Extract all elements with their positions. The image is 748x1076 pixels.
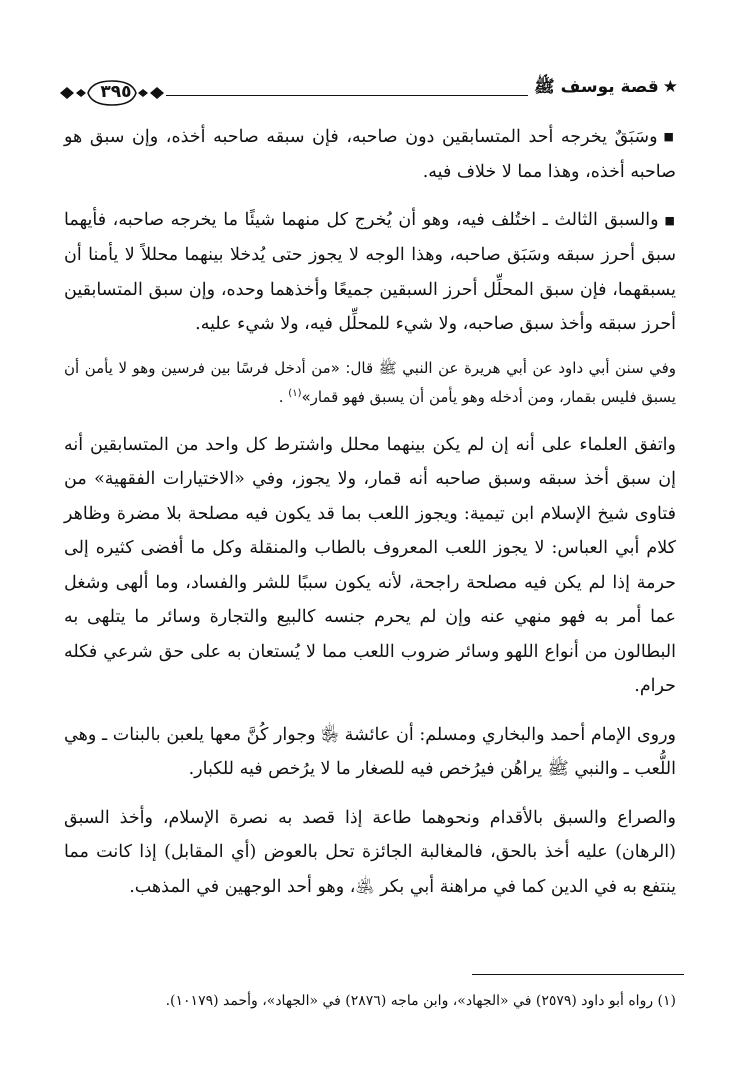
paragraph: والصراع والسبق بالأقدام ونحوهما طاعة إذا قصد به نصرة الإسلام، وأخذ السبق (الرهان) عليه أخذ بالحق، فالمغالبة الجائزة تحل بالعوض (أي المقابل) إذا كانت مما ينتفع به في الدين كما في مراهنة أبي بكر ﵁، وهو أحد الوجهين في المذهب. (64, 807, 676, 897)
footnote-reference: (١) (288, 387, 302, 399)
running-title-text: قصة يوسف ﷺ (534, 77, 659, 97)
star-icon: ★ (662, 77, 678, 97)
paragraph: ■والسبق الثالث ـ اختُلف فيه، وهو أن يُخرج كل منهما شيئًا ما يخرجه صاحبه، فأيهما سبق أحرز سبقه وسَبَق صاحبه، وهذا الوجه لا يجوز حتى يُدخلا بينهما محللاً لا يأمنا أن يسبقهما، فإن سبق المحلِّل أحرز السبقين جميعًا وأخذهما وحده، وإن سبق المتسابقين أحرز سبقه وأخذ سبق صاحبه، ولا شيء للمحلِّل فيه، ولا شيء عليه. (64, 210, 676, 334)
bullet-icon: ■ (664, 213, 676, 227)
bullet-icon: ■ (663, 130, 676, 144)
body-text (64, 120, 676, 918)
paragraph: واتفق العلماء على أنه إن لم يكن بينهما محلل واشترط كل واحد من المتسابقين أنه إن سبق أخذ سبقه وسبق صاحبه أنه قمار، ولا يجوز، وفي «الاختيارات الفقهية» من فتاوى شيخ الإسلام ابن تيمية: ويجوز اللعب بما قد يكون فيه مصلحة بلا مضرة وظاهر كلام أبي العباس: لا يجوز اللعب المعروف بالطاب والمنقلة وكل ما أفضى كثيره إلى حرمة إذا لم يكن فيه مصلحة راجحة، لأنه يكون سببًا للشر والفساد، وما ألهى وشغل عما أمر به فهو منهي عنه وإن لم يحرم جنسه كالبيع والتجارة وسائر ما يتلهى به البطالون من أنواع اللهو وسائر ضروب اللعب مما لا يُستعان به على حق شرعي فكله حرام. (64, 434, 676, 696)
header-rule (166, 95, 528, 96)
running-title (534, 76, 678, 101)
page-number: ٣٩٥ (100, 82, 132, 102)
paragraph: ■وسَبَقٌ يخرجه أحد المتسابقين دون صاحبه، فإن سبقه صاحبه أخذه، وإن سبق هو صاحبه أخذه، وهذا مما لا خلاف فيه. (64, 127, 676, 182)
footnote: (١) رواه أبو داود (٢٥٧٩) في «الجهاد»، وابن ماجه (٢٨٧٦) في «الجهاد»، وأحمد (١٠١٧٩). (165, 993, 676, 1009)
footnote-rule (472, 974, 684, 975)
page-header (58, 72, 678, 112)
paragraph: وروى الإمام أحمد والبخاري ومسلم: أن عائشة ﵂ وجوار كُنَّ معها يلعبن بالبنات ـ وهي اللُّعب ـ والنبي ﷺ يراهُن فيرُخص فيه للصغار ما لا يرُخص فيه للكبار. (64, 724, 676, 779)
hadith-paragraph: وفي سنن أبي داود عن أبي هريرة عن النبي ﷺ قال: «من أدخل فرسًا بين فرسين وهو لا يأمن أن يسبق فليس بقمار، ومن أدخله وهو يأمن أن يسبق فهو قمار»$^{(١)}$ . (64, 358, 676, 406)
